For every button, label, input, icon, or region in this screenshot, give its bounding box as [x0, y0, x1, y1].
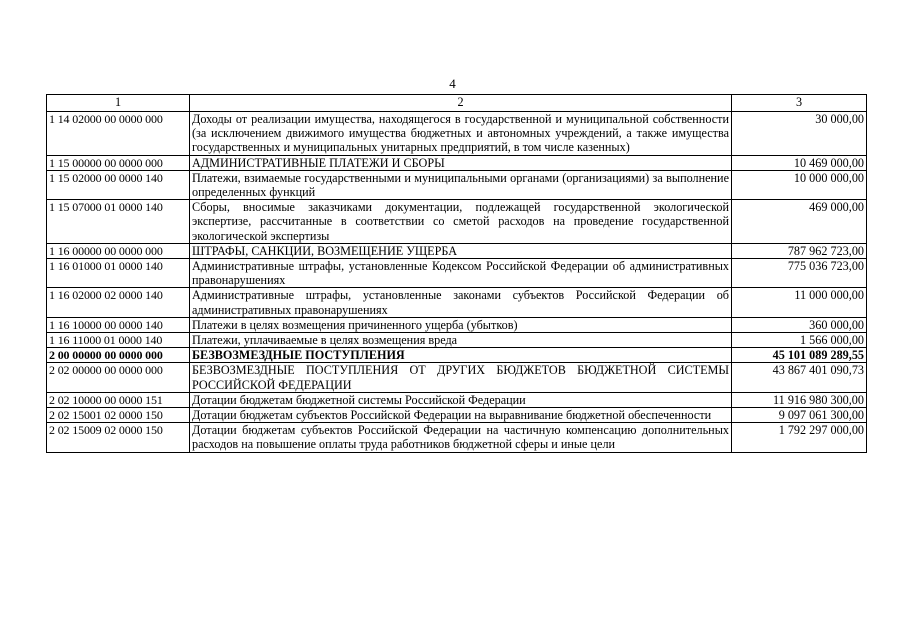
table-row: [47, 243, 867, 258]
cell-revenue-name: БЕЗВОЗМЕЗДНЫЕ ПОСТУПЛЕНИЯ: [190, 348, 732, 363]
table-row: [47, 155, 867, 170]
table-body: [47, 95, 867, 453]
cell-amount: 45 101 089 289,55: [732, 348, 867, 363]
cell-budget-code: 1 16 01000 01 0000 140: [47, 259, 190, 288]
cell-budget-code: 1 16 00000 00 0000 000: [47, 243, 190, 258]
cell-revenue-name: Платежи, уплачиваемые в целях возмещения вреда: [190, 333, 732, 348]
column-header-code: 1: [47, 95, 190, 112]
cell-amount: 10 469 000,00: [732, 155, 867, 170]
cell-revenue-name: Административные штрафы, установленные законами субъектов Российской Федерации об административных правонарушениях: [190, 288, 732, 317]
table-row: [47, 348, 867, 363]
cell-amount: 30 000,00: [732, 112, 867, 156]
cell-revenue-name: БЕЗВОЗМЕЗДНЫЕ ПОСТУПЛЕНИЯ ОТ ДРУГИХ БЮДЖЕТОВ БЮДЖЕТНОЙ СИСТЕМЫ РОССИЙСКОЙ ФЕДЕРАЦИИ: [190, 363, 732, 392]
cell-revenue-name: Дотации бюджетам субъектов Российской Федерации на частичную компенсацию дополнительных расходов на повышение оплаты труда работников бюджетной сферы и иные цели: [190, 423, 732, 452]
cell-revenue-name: Платежи в целях возмещения причиненного ущерба (убытков): [190, 317, 732, 332]
cell-budget-code: 1 16 10000 00 0000 140: [47, 317, 190, 332]
cell-budget-code: 2 02 10000 00 0000 151: [47, 392, 190, 407]
table-row: [47, 200, 867, 244]
table-row: [47, 363, 867, 392]
table-row: [47, 408, 867, 423]
table-row: [47, 170, 867, 199]
table-row: [47, 423, 867, 452]
cell-revenue-name: Сборы, вносимые заказчиками документации, подлежащей государственной экологической экспертизе, рассчитанные в соответствии со сметой расходов на проведение государственной экологической экспертизы: [190, 200, 732, 244]
cell-budget-code: 2 02 15009 02 0000 150: [47, 423, 190, 452]
cell-budget-code: 1 15 00000 00 0000 000: [47, 155, 190, 170]
cell-amount: 1 566 000,00: [732, 333, 867, 348]
cell-revenue-name: ШТРАФЫ, САНКЦИИ, ВОЗМЕЩЕНИЕ УЩЕРБА: [190, 243, 732, 258]
cell-revenue-name: АДМИНИСТРАТИВНЫЕ ПЛАТЕЖИ И СБОРЫ: [190, 155, 732, 170]
cell-revenue-name: Доходы от реализации имущества, находящегося в государственной и муниципальной собственности (за исключением движимого имущества бюджетных и автономных учреждений, а также имущества государственных и муниципальных унитарных предприятий, в том числе казенных): [190, 112, 732, 156]
table-row: [47, 317, 867, 332]
page-number: 4: [449, 76, 456, 91]
cell-amount: 1 792 297 000,00: [732, 423, 867, 452]
cell-budget-code: 1 15 07000 01 0000 140: [47, 200, 190, 244]
cell-amount: 775 036 723,00: [732, 259, 867, 288]
cell-revenue-name: Административные штрафы, установленные Кодексом Российской Федерации об административных правонарушениях: [190, 259, 732, 288]
cell-budget-code: 1 16 11000 01 0000 140: [47, 333, 190, 348]
column-header-amount: 3: [732, 95, 867, 112]
cell-amount: 9 097 061 300,00: [732, 408, 867, 423]
table-row: [47, 288, 867, 317]
cell-revenue-name: Дотации бюджетам субъектов Российской Федерации на выравнивание бюджетной обеспеченности: [190, 408, 732, 423]
cell-budget-code: 1 15 02000 00 0000 140: [47, 170, 190, 199]
column-header-name: 2: [190, 95, 732, 112]
table-row: [47, 333, 867, 348]
cell-amount: 10 000 000,00: [732, 170, 867, 199]
cell-revenue-name: Дотации бюджетам бюджетной системы Российской Федерации: [190, 392, 732, 407]
cell-amount: 11 916 980 300,00: [732, 392, 867, 407]
cell-amount: 360 000,00: [732, 317, 867, 332]
cell-budget-code: 1 14 02000 00 0000 000: [47, 112, 190, 156]
table-header-row: [47, 95, 867, 112]
table-row: [47, 112, 867, 156]
table-row: [47, 259, 867, 288]
cell-revenue-name: Платежи, взимаемые государственными и муниципальными органами (организациями) за выполнение определенных функций: [190, 170, 732, 199]
cell-amount: 787 962 723,00: [732, 243, 867, 258]
table-row: [47, 392, 867, 407]
budget-revenue-table: [46, 94, 867, 453]
cell-amount: 11 000 000,00: [732, 288, 867, 317]
cell-amount: 43 867 401 090,73: [732, 363, 867, 392]
cell-budget-code: 2 02 00000 00 0000 000: [47, 363, 190, 392]
cell-budget-code: 2 02 15001 02 0000 150: [47, 408, 190, 423]
cell-budget-code: 2 00 00000 00 0000 000: [47, 348, 190, 363]
cell-budget-code: 1 16 02000 02 0000 140: [47, 288, 190, 317]
cell-amount: 469 000,00: [732, 200, 867, 244]
